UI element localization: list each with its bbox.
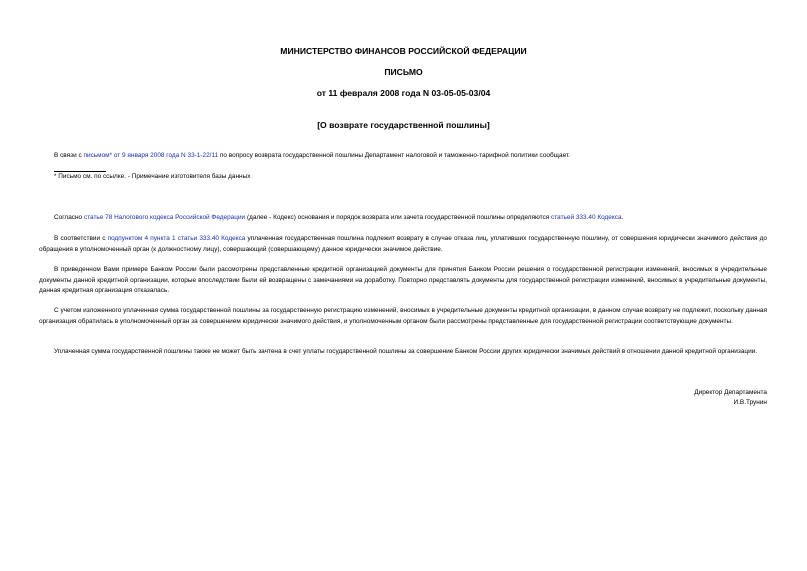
signature-name: И.В.Трунин	[733, 399, 767, 406]
paragraph-1	[39, 213, 767, 224]
para1-text-1: Согласно	[54, 214, 84, 221]
date-number-heading: от 11 февраля 2008 года N 03-05-05-03/04	[316, 88, 491, 98]
para1-text-4: .	[621, 214, 624, 221]
para3-text: В приведенном Вами примере Банком России были рассмотрены представленные кредитной организацией документы для принятия Банком России решения о государственной регистрации изменений, вносимых в учредительные документы данной кредитной организации, которые впоследствии были ей возвращены с замечаниями на доработку. Повторно представлять документы для государственной регистрации изменений, вносимых в учредительные документы, данная кредитная организация отказалась.	[39, 266, 767, 295]
para2-text-2: уплаченная государственная пошлина подлежит возврату в случае отказа лиц, уплативших государственную пошлину, от совершения юридически значимого действия до обращения в уполномоченный орган (к должностному лицу), совершающий (совершающему) данное юридически значимое действие.	[39, 235, 767, 253]
signature-title: Директор Департамента	[694, 389, 767, 396]
letter-date-link[interactable]: * от 9 января 2008 года N 33-1-22/11	[109, 152, 219, 159]
code-link[interactable]: Кодекса	[597, 214, 622, 221]
paragraph-2	[39, 234, 767, 255]
subject-heading: [О возврате государственной пошлины]	[317, 120, 490, 130]
footnote: * Письмо см. по ссылке. - Примечание изготовителя базы данных	[54, 173, 251, 180]
intro-text-1: В связи с	[54, 152, 84, 159]
intro-paragraph	[39, 151, 767, 162]
para1-text-2: (далее - Кодекс) основания и порядок возврата или зачета государственной пошлины определяются	[245, 214, 552, 221]
article-333-40-link[interactable]: статьей 333.40	[551, 214, 596, 221]
paragraph-3	[39, 265, 767, 297]
para4-text: С учетом изложенного уплаченная сумма государственной пошлины за государственную регистрацию изменений, вносимых в учредительные документы кредитной организации, в данном случае возврату не подлежит, поскольку данная организация обратилась в уполномоченный орган за совершением юридически значимого действия, и уполномоченным органом были рассмотрены представленные для государственной регистрации соответствующие документы.	[39, 307, 767, 325]
para5-text: Уплаченная сумма государственной пошлины также не может быть зачтена в счет уплаты государственной пошлины за совершение Банком России других юридически значимых действий в отношении данной кредитной организации.	[54, 348, 758, 355]
document-type-heading: ПИСЬМО	[384, 67, 423, 77]
ministry-heading: МИНИСТЕРСТВО ФИНАНСОВ РОССИЙСКОЙ ФЕДЕРАЦИИ	[280, 46, 527, 56]
paragraph-4	[39, 306, 767, 327]
tax-code-article-78-link[interactable]: статье 78 Налогового кодекса Российской Федерации	[83, 214, 246, 221]
intro-text-3: по вопросу возврата государственной пошлины Департамент налоговой и таможенно-тарифной политики сообщает.	[218, 152, 570, 159]
subparagraph-4-link[interactable]: подпунктом 4 пункта 1 статьи 333.40 Кодекса	[107, 235, 246, 242]
letter-link[interactable]: письмом	[83, 152, 110, 159]
para2-text-1: В соответствии с	[54, 235, 108, 242]
paragraph-5	[39, 347, 767, 358]
